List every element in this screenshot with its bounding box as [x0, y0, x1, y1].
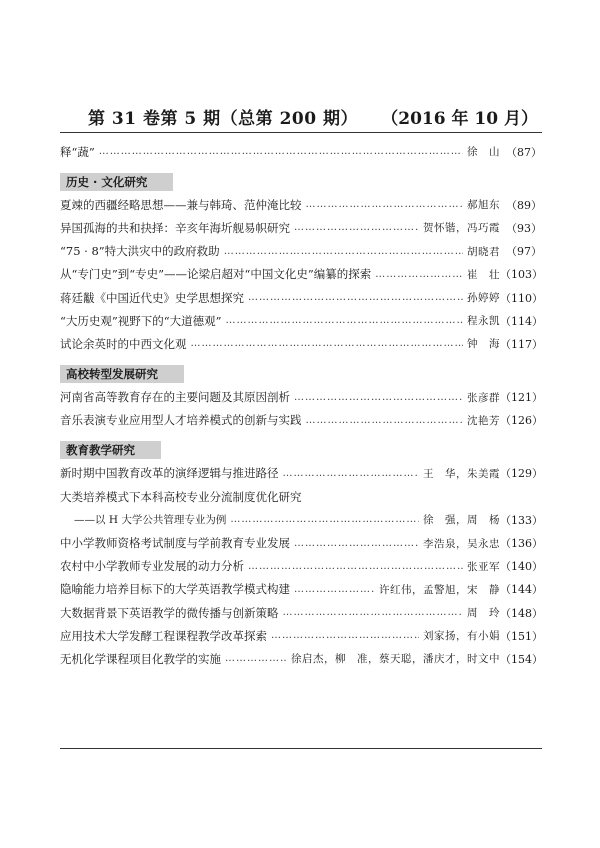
leader-dots	[294, 538, 419, 549]
section-heading-label: 历史 · 文化研究	[60, 173, 173, 191]
toc-entry[interactable]	[60, 286, 542, 309]
entry-title: 中小学教师资格考试制度与学前教育专业发展	[60, 536, 290, 551]
entry-title: “75 · 8”特大洪灾中的政府救助	[60, 244, 220, 259]
journal-header	[60, 100, 542, 130]
toc-entry[interactable]	[60, 485, 542, 508]
section-heading	[60, 173, 542, 190]
toc-entry[interactable]	[60, 240, 542, 263]
leader-dots	[248, 561, 463, 572]
entry-page: （103）	[500, 268, 543, 282]
leader-dots	[283, 468, 420, 479]
entry-page: （110）	[500, 291, 543, 305]
entry-title: 从“专门史”到“专史”——论梁启超对“中国文化史”编纂的探索	[60, 267, 372, 282]
entry-title: 试论余英时的中西文化观	[60, 336, 187, 351]
entry-author: 周 玲	[467, 607, 500, 620]
toc-entry[interactable]	[60, 531, 542, 554]
entry-title: “大历史观”视野下的“大道德观”	[60, 313, 222, 328]
toc-entry[interactable]	[60, 647, 542, 670]
entry-title: 大类培养模式下本科高校专业分流制度优化研究	[60, 489, 302, 504]
entry-page: （114）	[500, 314, 543, 328]
leader-dots	[248, 292, 463, 303]
entry-title: 隐喻能力培养目标下的大学英语教学模式构建	[60, 582, 290, 597]
toc-entry[interactable]	[60, 140, 542, 163]
entry-title: 无机化学课程项目化教学的实施	[60, 651, 221, 666]
issue-date: （2016 年 10 月）	[381, 109, 538, 129]
leader-dots	[283, 607, 464, 618]
entry-page: （97）	[506, 245, 542, 259]
toc-entry[interactable]	[60, 578, 542, 601]
entry-page: （126）	[500, 414, 543, 428]
entry-subtitle: ——以 H 大学公共管理专业为例	[74, 514, 227, 527]
leader-dots	[225, 653, 287, 664]
entry-author: 张亚军	[467, 560, 500, 573]
entry-author: 崔 壮	[467, 268, 500, 281]
leader-dots	[294, 584, 375, 595]
toc-entry[interactable]	[60, 216, 542, 239]
leader-dots	[191, 338, 464, 349]
toc-entry[interactable]	[60, 624, 542, 647]
entry-author: 孙婷婷	[467, 292, 500, 305]
leader-dots	[306, 199, 464, 210]
entry-author: 胡晓君	[467, 245, 500, 258]
entry-page: （140）	[500, 560, 543, 574]
leader-dots	[99, 146, 463, 157]
leader-dots	[294, 392, 463, 403]
entry-page: （117）	[500, 337, 543, 351]
entry-author: 贺怀锴，冯巧霞	[423, 222, 500, 235]
entry-author: 张彦群	[467, 391, 500, 404]
toc-entry[interactable]	[60, 263, 542, 286]
table-of-contents	[60, 140, 542, 671]
entry-page: （87）	[506, 145, 542, 159]
entry-title: 音乐表演专业应用型人才培养模式的创新与实践	[60, 413, 302, 428]
section-heading-label: 教育教学研究	[60, 441, 161, 459]
leader-dots	[375, 269, 463, 280]
entry-author: 许红伟，孟警旭，宋 静	[379, 583, 500, 596]
section-heading	[60, 442, 542, 459]
entry-title: 大数据背景下英语教学的微传播与创新策略	[60, 605, 279, 620]
toc-entry[interactable]	[60, 386, 542, 409]
leader-dots	[226, 315, 463, 326]
toc-entry[interactable]	[60, 409, 542, 432]
section-heading-label: 高校转型发展研究	[60, 365, 184, 383]
entry-author: 徐 山	[467, 146, 500, 159]
entry-page: （129）	[500, 467, 543, 481]
entry-title: 释“蔬”	[60, 144, 95, 159]
leader-dots	[230, 514, 419, 525]
entry-title: 异国孤海的共和抉择：辛亥年海圻舰易帜研究	[60, 220, 290, 235]
toc-entry-subtitle[interactable]	[60, 508, 542, 531]
entry-title: 河南省高等教育存在的主要问题及其原因剖析	[60, 390, 290, 405]
entry-author: 李浩泉，吴永忠	[423, 537, 500, 550]
toc-entry[interactable]	[60, 601, 542, 624]
entry-page: （154）	[500, 652, 543, 666]
entry-page: （89）	[506, 198, 542, 212]
entry-title: 夏竦的西疆经略思想——兼与韩琦、范仲淹比较	[60, 197, 302, 212]
entry-author: 徐启杰，柳 准，蔡天聪，潘庆才，时文中	[291, 653, 500, 666]
footer-rule	[60, 748, 542, 749]
header-rule	[60, 132, 542, 133]
entry-page: （148）	[500, 606, 543, 620]
toc-entry[interactable]	[60, 462, 542, 485]
leader-dots	[271, 630, 419, 641]
entry-page: （136）	[500, 537, 543, 551]
entry-title: 蒋廷黻《中国近代史》史学思想探究	[60, 290, 244, 305]
leader-dots	[306, 415, 464, 426]
toc-entry[interactable]	[60, 309, 542, 332]
entry-page: （151）	[500, 629, 543, 643]
entry-title: 应用技术大学发酵工程课程教学改革探索	[60, 628, 267, 643]
toc-entry[interactable]	[60, 193, 542, 216]
leader-dots	[294, 222, 419, 233]
entry-author: 钟 海	[467, 338, 500, 351]
entry-page: （133）	[500, 513, 543, 527]
toc-entry[interactable]	[60, 332, 542, 355]
entry-page: （144）	[500, 583, 543, 597]
toc-entry[interactable]	[60, 555, 542, 578]
entry-author: 徐 强，周 杨	[423, 514, 500, 527]
entry-title: 新时期中国教育改革的演绎逻辑与推进路径	[60, 466, 279, 481]
section-heading	[60, 366, 542, 383]
entry-author: 王 华，朱美霞	[423, 467, 500, 480]
issue-number: 第 31 卷第 5 期（总第 200 期）	[88, 109, 358, 129]
entry-author: 程永凯	[467, 315, 500, 328]
entry-author: 郝旭东	[467, 199, 500, 212]
entry-author: 刘家扬，有小娟	[423, 630, 500, 643]
entry-page: （93）	[506, 221, 542, 235]
entry-page: （121）	[500, 391, 543, 405]
entry-title: 农村中小学教师专业发展的动力分析	[60, 559, 244, 574]
entry-author: 沈艳芳	[467, 414, 500, 427]
leader-dots	[224, 246, 463, 257]
